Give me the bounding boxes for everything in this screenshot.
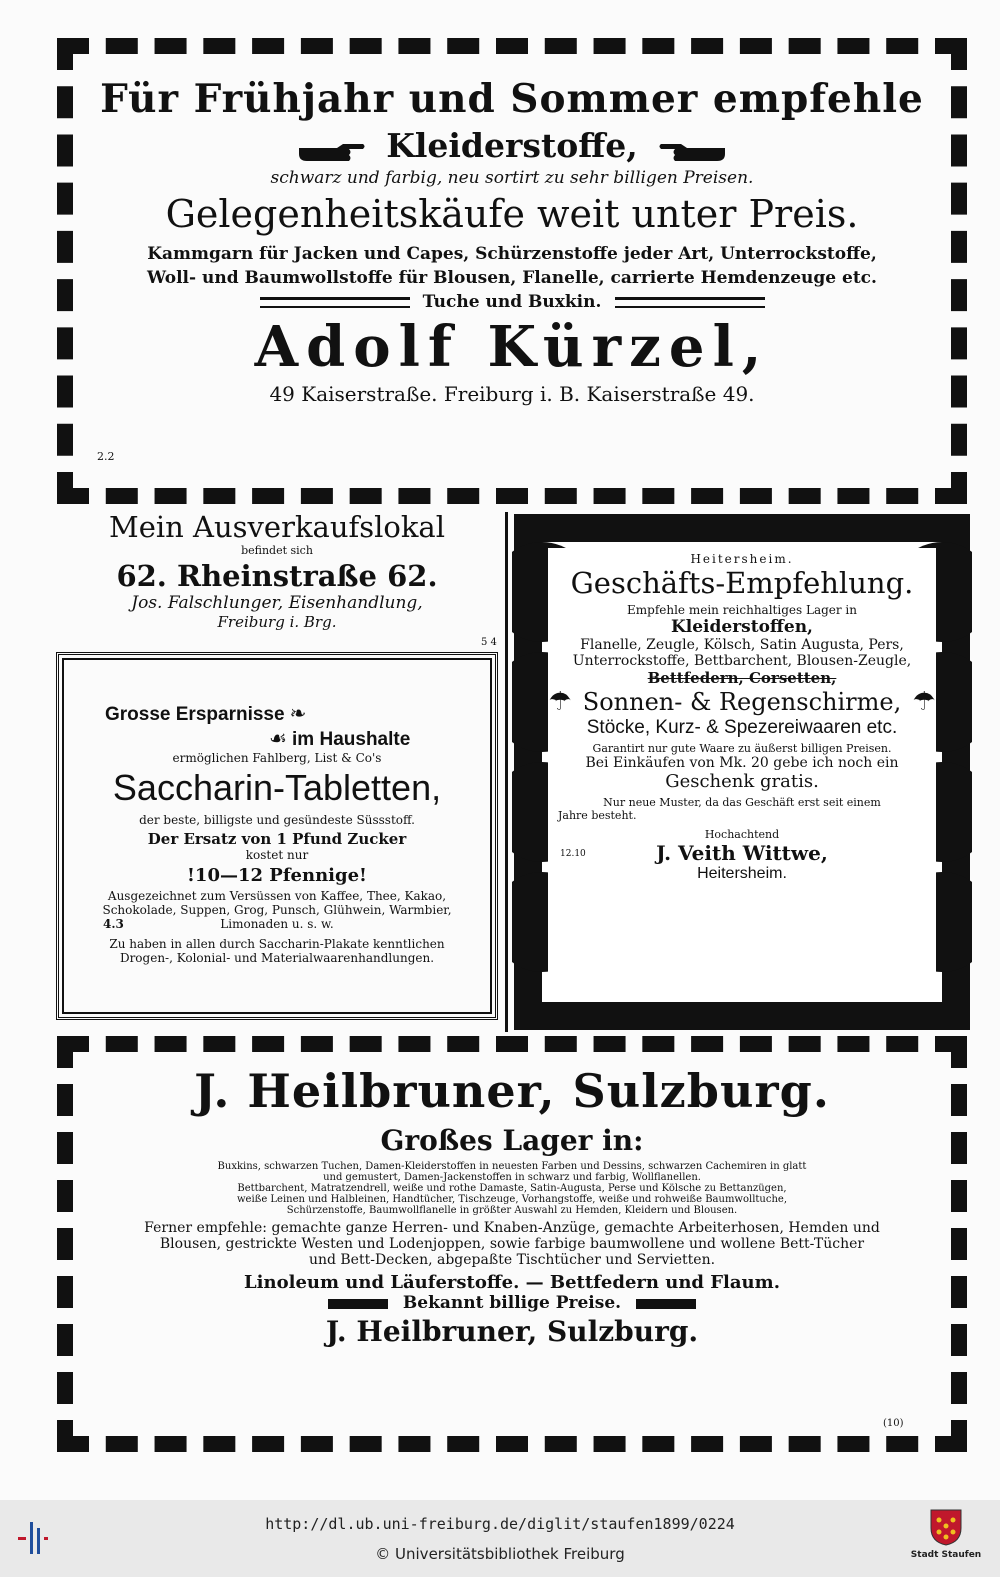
ad5-line-3: Buxkins, schwarzen Tuchen, Damen-Kleiderstoffen in neuesten Farben und Dessins, schwarzen Cachemiren in glatt — [217, 1161, 807, 1172]
ad3-line-10: Schokolade, Suppen, Grog, Punsch, Glühwein, Warmbier, — [102, 903, 452, 917]
ad5-line-10: und Bett-Decken, abgepaßte Tischtücher und Servietten. — [308, 1252, 716, 1268]
ad3-line-5: der beste, billigste und gesündeste Süssstoff. — [139, 813, 415, 827]
ad5-bar-left — [328, 1299, 388, 1309]
ad-veith-wittwe — [512, 512, 972, 1032]
ad5-line-1: J. Heilbruner, Sulzburg. — [194, 1064, 830, 1118]
city-logo-label: Stadt Staufen — [910, 1550, 982, 1560]
ad-heilbruner — [57, 1036, 967, 1452]
ad5-line-2: Großes Lager in: — [380, 1124, 644, 1157]
ad5-line-12: Bekannt billige Preise. — [402, 1293, 622, 1313]
ad4-line-12: Geschenk gratis. — [665, 771, 819, 792]
ad4-line-13: Nur neue Muster, da das Geschäft erst seit einem — [603, 796, 881, 809]
ad1-items-3: Tuche und Buxkin. — [422, 291, 602, 312]
ad3-line-9: Ausgezeichnet zum Versüssen von Kaffee, Thee, Kakao, — [107, 889, 447, 903]
ad5-line-5: Bettbarchent, Matratzendrell, weiße und rothe Damaste, Satin-Augusta, Perse und Kölsche zu Bettanzügen, — [237, 1183, 787, 1194]
ad3-line-4: Saccharin-Tabletten, — [112, 767, 442, 808]
ad4-line-15: Hochachtend — [704, 828, 780, 841]
ad4-line-4: Kleiderstoffen, — [671, 617, 813, 637]
ad3-line-12: Zu haben in allen durch Saccharin-Plakate kenntlichen — [109, 937, 445, 951]
ad2-line-4: Jos. Falschlunger, Eisenhandlung, — [131, 593, 423, 613]
ad4-line-16: J. Veith Wittwe, — [656, 841, 828, 865]
ad1-code: 2.2 — [97, 450, 115, 463]
ad2-line-2: befindet sich — [241, 544, 313, 557]
ad1-address: 49 Kaiserstraße. Freiburg i. B. Kaiserstraße 49. — [269, 381, 755, 406]
city-logo — [906, 1508, 986, 1560]
column-divider — [505, 512, 508, 1032]
ad3-line-2: im Haushalte — [292, 729, 411, 750]
ad4-line-2: Geschäfts-Empfehlung. — [570, 566, 914, 600]
viewer-footer — [0, 1500, 1000, 1577]
ad5-line-8: Ferner empfehle: gemachte ganze Herren- und Knaben-Anzüge, gemachte Arbeiterhosen, Hemden und — [144, 1220, 880, 1236]
ad5-line-9: Blousen, gestrickte Westen und Lodenjoppen, sowie farbige baumwollene und wollene Bett-Tücher — [159, 1236, 865, 1252]
ornament-icon: ❧ — [289, 701, 307, 725]
ad4-line-3: Empfehle mein reichhaltiges Lager in — [627, 603, 857, 617]
ad5-bar-right — [636, 1299, 696, 1309]
ad3-line-3: ermöglichen Fahlberg, List & Co's — [172, 751, 382, 765]
ad3-line-13: Drogen-, Kolonial- und Materialwaarenhandlungen. — [119, 951, 435, 965]
ad3-line-8: !10—12 Pfennige! — [187, 865, 367, 886]
ad4-line-1: Heitersheim. — [690, 552, 794, 566]
umbrella-icon: ☂ — [548, 687, 572, 717]
ad5-code: (10) — [883, 1418, 904, 1429]
ad4-line-6: Unterrockstoffe, Bettbarchent, Blousen-Zeugle, — [572, 653, 912, 669]
ad4-line-9: Stöcke, Kurz- & Spezereiwaaren etc. — [586, 717, 898, 738]
ad4-line-10: Garantirt nur gute Waare zu äußerst billigen Preisen. — [592, 742, 892, 755]
pointing-hand-right-icon — [297, 140, 367, 166]
ad5-line-11: Linoleum und Läuferstoffe. — Bettfedern und Flaum. — [244, 1272, 780, 1293]
ad1-subline: schwarz und farbig, neu sortirt zu sehr billigen Preisen. — [270, 167, 754, 188]
ad3-line-7: kostet nur — [245, 848, 309, 862]
ad2-line-3: 62. Rheinstraße 62. — [116, 559, 438, 593]
pointing-hand-left-icon — [657, 140, 727, 166]
ad1-product: Kleiderstoffe, — [386, 126, 638, 165]
ad4-line-14: Jahre besteht. — [558, 809, 637, 822]
ad5-line-13: J. Heilbruner, Sulzburg. — [325, 1315, 699, 1348]
ad3-line-11: Limonaden u. s. w. — [220, 917, 334, 931]
ad1-offer: Gelegenheitskäufe weit unter Preis. — [165, 191, 859, 236]
umbrella-icon: ☂ — [912, 687, 936, 717]
ad-saccharin — [56, 652, 498, 1020]
ad2-line-1: Mein Ausverkaufslokal — [109, 510, 445, 544]
ad5-line-7: Schürzenstoffe, Baumwollflanelle in größter Auswahl zu Hemden, Kleidern und Blousen. — [286, 1205, 738, 1216]
ad5-line-6: weiße Leinen und Halbleinen, Handtücher, Tischzeuge, Vorhangstoffe, weiße und rohweiße Baumwolltuche, — [236, 1194, 788, 1205]
ad4-line-17: Heitersheim. — [697, 865, 787, 882]
ad3-code: 4.3 — [103, 917, 124, 931]
city-coat-of-arms-icon — [929, 1508, 963, 1546]
copyright-text: © Universitätsbibliothek Freiburg — [375, 1545, 625, 1563]
ad3-line-6: Der Ersatz von 1 Pfund Zucker — [147, 830, 407, 848]
ad4-line-8: Sonnen- & Regenschirme, — [582, 688, 902, 716]
ad4-line-11: Bei Einkäufen von Mk. 20 gebe ich noch ein — [585, 755, 899, 771]
ad1-name: Adolf Kürzel, — [254, 313, 770, 380]
ornament-icon: ☙ — [269, 726, 287, 750]
ad2-line-5: Freiburg i. Brg. — [217, 613, 337, 631]
ad1-items-1: Kammgarn für Jacken und Capes, Schürzenstoffe jeder Art, Unterrockstoffe, — [147, 243, 877, 264]
ad3-line-1: Grosse Ersparnisse — [105, 704, 285, 725]
ad-kuerzel — [57, 38, 967, 504]
permalink-url[interactable]: http://dl.ub.uni-freiburg.de/diglit/staufen1899/0224 — [265, 1515, 735, 1533]
ad4-line-5: Flanelle, Zeugle, Kölsch, Satin Augusta, Pers, — [580, 637, 904, 653]
ad4-line-7: Bettfedern, Corsetten, — [647, 669, 837, 687]
ad4-code: 12.10 — [560, 849, 586, 859]
ad1-items-2: Woll- und Baumwollstoffe für Blousen, Flanelle, carrierte Hemdenzeuge etc. — [147, 267, 877, 288]
ad5-line-4: und gemustert, Damen-Jackenstoffen in schwarz und farbig, Wollflanellen. — [323, 1172, 701, 1183]
ad1-rule-left — [260, 297, 410, 308]
ad-falschlunger — [57, 510, 497, 648]
ad2-code: 5 4 — [481, 637, 497, 648]
ad1-headline: Für Frühjahr und Sommer empfehle — [100, 76, 924, 122]
ad1-rule-right — [615, 297, 765, 308]
